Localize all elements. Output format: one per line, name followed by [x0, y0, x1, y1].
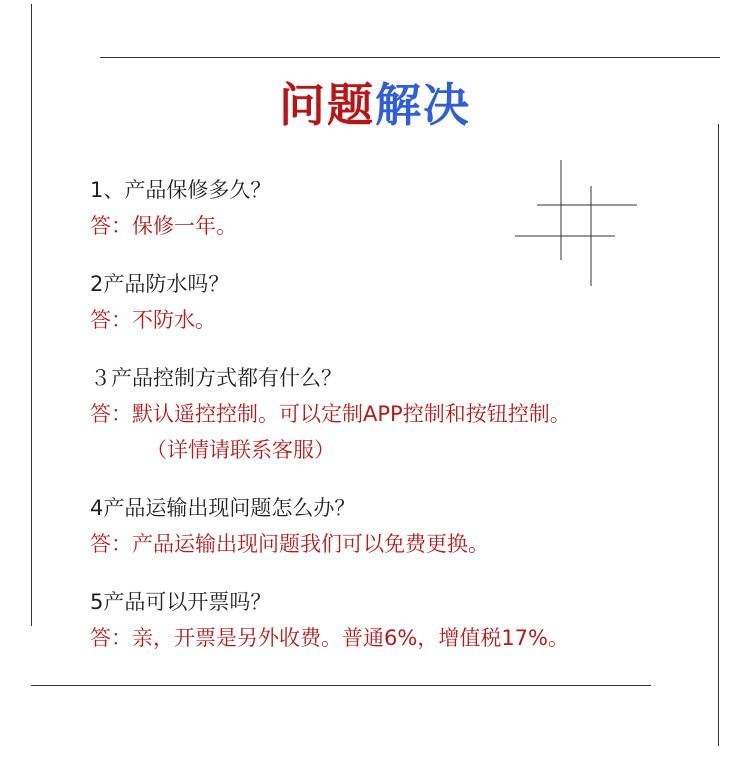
- faq-item: [90, 360, 690, 468]
- faq-item: [90, 172, 690, 244]
- page-title-part2: 解决: [375, 78, 471, 132]
- faq-answer: 答：亲，开票是另外收费。普通6%，增值税17%。: [90, 626, 569, 650]
- frame-right-line: [718, 124, 719, 746]
- frame-bottom-line: [31, 685, 651, 686]
- faq-question: 5产品可以开票吗？: [90, 590, 272, 614]
- faq-list: [90, 172, 690, 678]
- page-title: [0, 72, 750, 138]
- faq-item: [90, 584, 690, 656]
- faq-question: 2产品防水吗？: [90, 272, 230, 296]
- faq-question: 1、产品保修多久？: [90, 178, 272, 202]
- faq-item: [90, 266, 690, 338]
- faq-item: [90, 490, 690, 562]
- frame-top-line: [100, 57, 720, 58]
- faq-question: 4产品运输出现问题怎么办？: [90, 496, 356, 520]
- faq-answer: 答：保修一年。: [90, 214, 237, 238]
- faq-answer-note: （详情请联系客服）: [146, 438, 335, 462]
- page-title-part1: 问题: [279, 78, 375, 132]
- faq-answer: 答：不防水。: [90, 308, 216, 332]
- faq-question: ３产品控制方式都有什么？: [90, 366, 342, 390]
- faq-answer: 答：产品运输出现问题我们可以免费更换。: [90, 532, 489, 556]
- faq-answer: 答：默认遥控控制。可以定制APP控制和按钮控制。: [90, 402, 571, 426]
